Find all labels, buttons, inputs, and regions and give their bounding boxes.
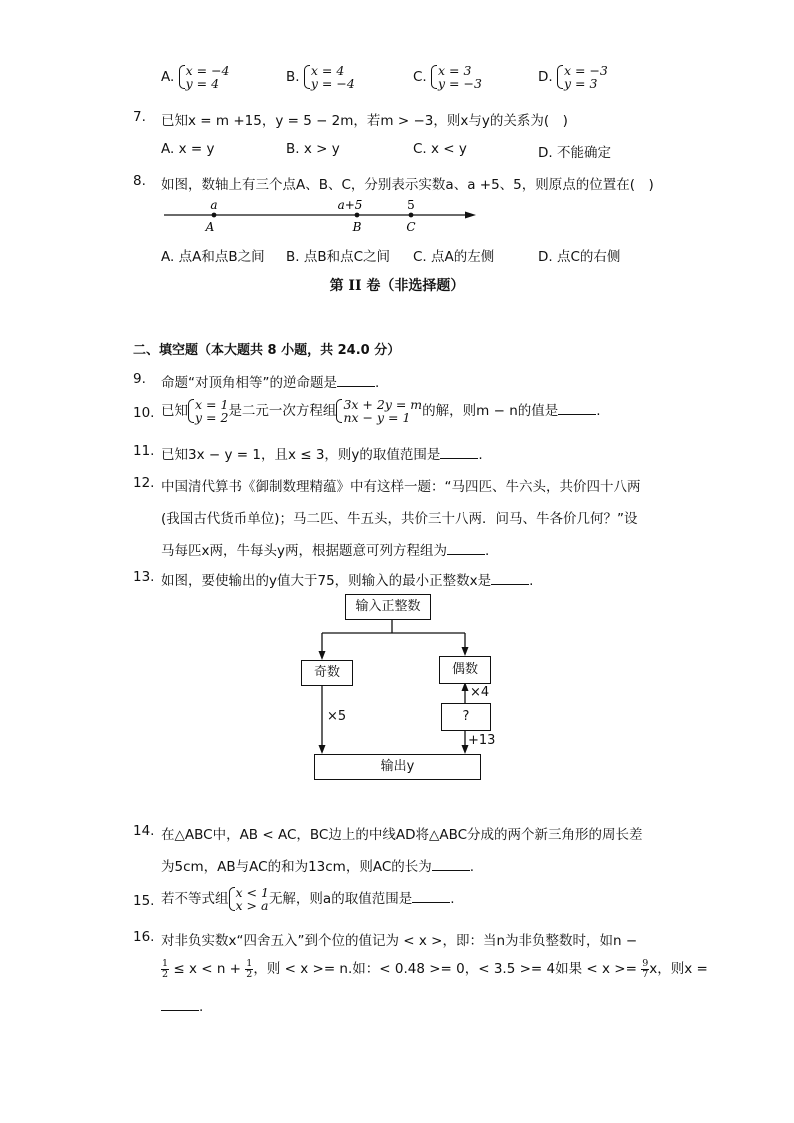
q6-b-line1: x = 4 — [310, 63, 345, 78]
section2-heading: 二、填空题（本大题共 8 小题，共 24.0 分） — [133, 343, 401, 358]
q7-option-d: D. 不能确定 — [538, 145, 611, 161]
q7-option-a: A. x = y — [161, 141, 215, 157]
q12-line3-text: 马每匹x两，牛每头y两，根据题意可列方程组为 — [161, 543, 447, 559]
point-b-value: a+5 — [337, 198, 363, 212]
q7-option-c: C. x < y — [413, 141, 467, 157]
q16-frac3-num: 9 — [642, 957, 649, 969]
q16-answer-blank[interactable] — [161, 1000, 199, 1011]
q15-answer-blank[interactable] — [412, 892, 450, 903]
q7-option-b: B. x > y — [286, 141, 340, 157]
q12-end: . — [484, 543, 490, 559]
q7-number: 7. — [133, 109, 146, 125]
q12-number: 12. — [133, 475, 155, 491]
q16-line3 — [161, 999, 203, 1015]
q10-post: 的解，则m − n的值是 — [422, 403, 559, 419]
flow-input-box: 输入正整数 — [345, 594, 431, 620]
q10-end: . — [596, 403, 601, 419]
q16-frac1-num: 1 — [162, 957, 169, 969]
q9-text: 命题“对顶角相等”的逆命题是 — [161, 375, 337, 391]
q13-end: . — [529, 573, 534, 589]
q10-s2-line2: nx − y = 1 — [343, 410, 411, 425]
q16-line2 — [161, 957, 708, 980]
q6-c-line2: y = −3 — [438, 76, 482, 91]
q16-mid3: x，则x = — [649, 961, 708, 977]
q8-option-a: A. 点A和点B之间 — [161, 249, 265, 265]
flow-even-box: 偶数 — [439, 656, 491, 684]
q13-text: 如图，要使输出的y值大于75，则输入的最小正整数x是 — [161, 573, 492, 589]
q10-mid: 是二元一次方程组 — [228, 403, 337, 419]
flow-times4-label: ×4 — [470, 685, 490, 700]
flow-plus13-label: +13 — [468, 733, 496, 748]
q16-frac1-den: 2 — [162, 968, 169, 980]
q15-post: 无解，则a的取值范围是 — [268, 891, 413, 907]
q16-end: . — [199, 999, 204, 1015]
q9-number: 9. — [133, 371, 146, 387]
q15-end: . — [450, 891, 455, 907]
q8-number: 8. — [133, 173, 146, 189]
q11-text: 已知3x − y = 1，且x ≤ 3，则y的取值范围是 — [161, 447, 441, 463]
q12-line1: 中国清代算书《御制数理精蕴》中有这样一题：“马四匹、牛六头，共价四十八两 — [161, 479, 641, 495]
q16-frac3-den: 7 — [642, 968, 649, 980]
q8-option-c: C. 点A的左侧 — [413, 249, 495, 265]
q16-mid2: ，则 < x >= n.如：< 0.48 >= 0，< 3.5 >= 4如果 < x >= — [253, 961, 637, 977]
q16-line1: 对非负实数x“四舍五入”到个位的值记为 < x >，即：当n为非负整数时，如n − — [161, 933, 638, 949]
point-b-label: B — [352, 220, 362, 234]
q15-line1: x < 1 — [235, 885, 269, 900]
q8-option-b: B. 点B和点C之间 — [286, 249, 391, 265]
q8-option-d: D. 点C的右侧 — [538, 249, 621, 265]
q15-line2: x > a — [235, 898, 269, 913]
q6-b-line2: y = −4 — [310, 76, 355, 91]
q16-mid1: ≤ x < n + — [173, 961, 241, 977]
q13-number: 13. — [133, 569, 155, 585]
point-c-value: 5 — [407, 198, 415, 212]
point-a-label: A — [205, 220, 215, 234]
q15-line — [161, 886, 455, 912]
q9-end: . — [375, 375, 380, 391]
q6-option-b-label: B. — [286, 69, 300, 85]
point-a-value: a — [210, 198, 218, 212]
q7-text: 已知x = m +15，y = 5 − 2m，若m > −3，则x与y的关系为( ) — [161, 113, 568, 129]
q16-number: 16. — [133, 929, 155, 945]
q6-option-d-label: D. — [538, 69, 553, 85]
flow-output-box: 输出y — [314, 754, 481, 780]
flow-odd-box: 奇数 — [301, 660, 353, 686]
point-c-label: C — [406, 220, 416, 234]
q14-line2 — [161, 855, 474, 875]
q6-c-line1: x = 3 — [438, 63, 472, 78]
q16-frac1 — [161, 959, 169, 980]
q6-d-line1: x = −3 — [563, 63, 608, 78]
q16-frac2-den: 2 — [246, 968, 253, 980]
q8-text: 如图，数轴上有三个点A、B、C，分别表示实数a、a +5、5，则原点的位置在( ) — [161, 177, 654, 193]
q14-answer-blank[interactable] — [432, 860, 470, 871]
q11-end: . — [478, 447, 483, 463]
q12-line2: (我国古代货币单位)；马二匹、牛五头，共价三十八两．问马、牛各价几何？”设 — [161, 511, 638, 527]
q11-number: 11. — [133, 443, 155, 459]
part2-title: 第 II 卷（非选择题） — [329, 278, 465, 294]
q14-line2-text: 为5cm，AB与AC的和为13cm，则AC的长为 — [161, 859, 432, 875]
q6-option-a-label: A. — [161, 69, 175, 85]
q6-option-c-label: C. — [413, 69, 427, 85]
q15-inequality-system — [229, 886, 269, 912]
q15-pre: 若不等式组 — [161, 891, 229, 907]
q10-s1-line1: x = 1 — [195, 397, 229, 412]
q6-d-line2: y = 3 — [563, 76, 598, 91]
q16-frac2-num: 1 — [246, 957, 253, 969]
q10-s1-line2: y = 2 — [195, 410, 229, 425]
q14-number: 14. — [133, 823, 155, 839]
q14-line1: 在△ABC中，AB < AC，BC边上的中线AD将△ABC分成的两个新三角形的周长差 — [161, 827, 643, 843]
q10-s2-line1: 3x + 2y = m — [343, 397, 423, 412]
q14-end: . — [469, 859, 475, 875]
q10-number: 10. — [133, 405, 155, 421]
q15-number: 15. — [133, 893, 155, 909]
q6-a-line1: x = −4 — [185, 63, 230, 78]
q10-pre: 已知 — [161, 403, 188, 419]
flow-times5-label: ×5 — [327, 709, 347, 724]
flow-unknown-box: ? — [441, 703, 491, 731]
q6-a-line2: y = 4 — [185, 76, 220, 91]
